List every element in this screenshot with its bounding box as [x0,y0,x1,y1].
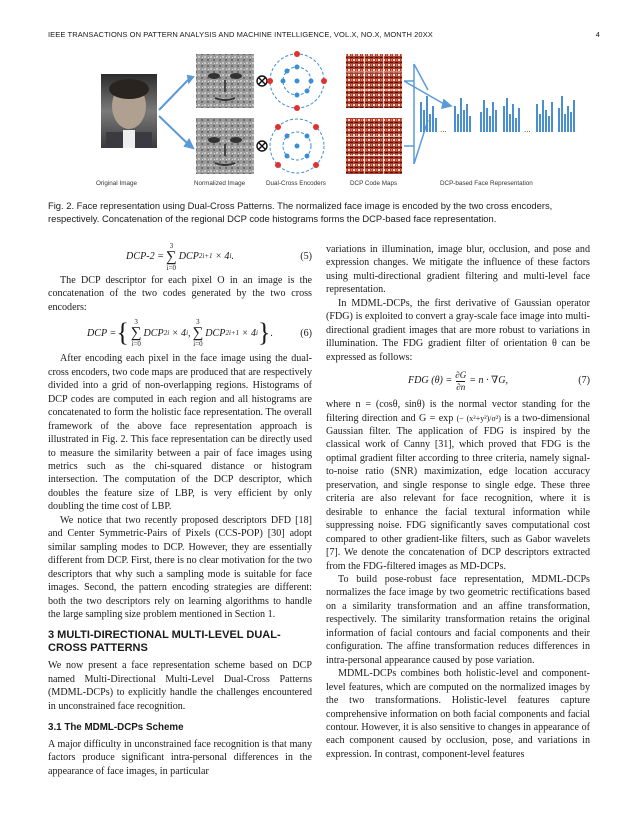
eq6-close-brace: } [258,318,271,348]
eq5-sum-upper: 3 [169,242,174,250]
journal-title: IEEE TRANSACTIONS ON PATTERN ANALYSIS AND MACHINE INTELLIGENCE, VOL.X, NO.X, MONTH 20XX [48,30,433,39]
dual-cross-encoder-top [267,51,327,111]
eq6-sum-a-lower: i=0 [131,340,141,349]
eq6-times-a: × 4 [171,327,187,339]
eq5-number: (5) [300,251,312,263]
eq7-lhs: FDG (θ) = [407,375,453,387]
normalized-image-top [196,54,254,108]
label-normalized-image: Normalized Image [194,180,246,187]
eq6-sum-b-lower: i=0 [193,340,203,349]
equation-7 [326,364,590,398]
eq6-sup-b: i [256,328,258,337]
eq6-sub-b: 2i+1 [225,328,240,337]
convolution-operator-top [257,76,267,86]
eq6-term-a: DCP [143,327,164,339]
eq5-superscript: i [229,252,232,261]
eq6-period: . [270,327,274,339]
label-original-image: Original Image [96,180,137,187]
eq6-times-b: × 4 [241,327,257,339]
convolution-operator-bottom [257,141,267,151]
right-column [326,243,590,761]
paragraph-holistic-component: MDML-DCPs combines both holistic-level and component-level features, which are computed on the normalized images by the two transformations. Holistic-level features capture comprehensive information on both facial components and facial contour. However, it is also sensitive to changes in appearance of each component caused by occlusion, pose, and variations in expression. In contrast, component-level features [326,668,590,760]
eq5-term: DCP [178,251,199,263]
section-3-1-heading: 3.1 The MDML-DCPs Scheme [48,722,184,734]
paragraph-encoding: After encoding each pixel in the face image using the dual-cross encoders, two code maps are produced that are respectively divided into a grid of non-overlapping regions. Histograms of DCP codes are computed in each region and all histograms are concatenated to form the holistic face representation. The overall framework of the above face representation approach is illustrated in Fig. 2. This face representation can be directly used to measure the similarity between a pair of face images using metrics such as the chi-squared distance or histogram intersection. The computation of the DCP descriptor, which doubles the feature size of LBP, is very efficient by only doubling the time cost of LBP. [48,353,312,513]
normalized-image-bottom [196,118,254,174]
equation-5: DCP-2 = 3 ∑ i=0 DCP 2i+1 × 4 i . (5) [126,242,312,272]
eq7-fraction [455,370,466,393]
paragraph-normal-vector [326,398,590,573]
eq5-sum: 3 ∑ i=0 [165,242,177,272]
eq7-number: (7) [578,375,590,387]
eq6-sum-a: 3 ∑ i=0 [130,318,142,349]
eq6-lhs: DCP = [86,327,117,339]
paragraph-dcp-descriptor: The DCP descriptor for each pixel O in an image is the concatenation of the two codes generated by the two cross encoders: [48,275,312,313]
paragraph-pose-robust: To build pose-robust face representation, MDML-DCPs normalizes the face image by two geometric rectifications based on a similarity transformation and an affine transformation, respectively. The similarity transformation retains the original information of facial contours and facial components and their configuration. The affine transformation reduces differences in intra-personal appearance caused by pose variation. [326,573,590,666]
eq6-sum-a-upper: 3 [134,318,138,327]
face-representation-diagram [48,44,600,194]
ellipsis-1: ... [440,125,447,134]
eq6-sup-a: i [186,328,189,337]
label-dual-cross-encoders: Dual-Cross Encoders [266,180,326,187]
left-column [48,240,312,778]
label-dcp-code-maps: DCP Code Maps [350,180,398,187]
gaussian-exponent: (− (x²+y²)/σ²) [456,413,501,423]
paragraph-fdg: In MDML-DCPs, the first derivative of Gaussian operator (FDG) is exploited to convert a gray-scale face image into multi-directional gradient images that are more robust to variations in illumination. The FDG gradient filter of orientation θ can be expressed as follows: [326,297,590,363]
dual-cross-encoder-bottom [270,119,324,173]
dcp-code-map-top [346,54,402,108]
dcp-code-map-bottom [346,118,402,174]
page-number: 4 [595,30,600,39]
eq6-sum-b-upper: 3 [196,318,200,327]
eq7-numerator: ∂G [455,369,467,380]
eq6-sub-a: 2i [163,328,170,337]
label-dcp-face-representation: DCP-based Face Representation [440,180,533,187]
eq7-denominator: ∂n [456,381,466,392]
eq6-term-b: DCP [205,327,226,339]
eq6-sum-b: 3 ∑ i=0 [192,318,204,349]
arrow-to-normalized [159,76,193,148]
original-image [101,74,157,148]
ellipsis-2: ... [524,125,531,134]
figure-caption: Fig. 2. Face representation using Dual-Cross Patterns. The normalized face image is encoded by the two cross encoders, respectively. Concatenation of the regional DCP code histograms forms the DCP-based face representation. [48,200,553,224]
eq6-comma: , [188,327,191,339]
paragraph-major-difficulty: A major difficulty in unconstrained face recognition is that many factors produce significant intra-personal differences in the appearance of face images, in particular [48,738,312,777]
eq5-sum-lower: i=0 [166,264,177,272]
section-3-heading: 3 MULTI-DIRECTIONAL MULTI-LEVEL DUAL-CROSS PATTERNS [48,629,281,655]
eq6-number: (6) [300,327,312,339]
running-header [48,30,600,39]
equation-6 [48,314,312,352]
eq5-subscript: 2i+1 [198,252,213,261]
paragraph-section-3-intro: We now present a face representation scheme based on DCP named Multi-Directional Multi-Level Dual-Cross Patterns (MDML-DCPs) to explicitly handle the challenges encountered in unconstrained face recognition. [48,660,312,712]
gaussian-description: is a two-dimensional Gaussian filter. The application of FDG is inspired by the classical work of Canny [31], which proved that FDG is the optimal gradient filter according to three criteria, namely signal-to-noise ratio (SNR) maximization, edge location accuracy preservation, and single response to single edge. These three criteria are also relevant for face recognition, where it is desirable to enhance the facial textural information while suppressing noise. FDG significantly saves computational cost compared to other gradient-like filters, such as Gabor wavelets [7]. We denote the concatenation of DCP descriptors extracted from the FDG-filtered images as MD-DCPs. [326,412,591,572]
eq7-rhs: = n · ∇G, [469,375,509,387]
eq5-lhs: DCP-2 = [126,251,164,263]
normal-vector-text: where n = (cosθ, sinθ) is the normal vector standing for the filtering direction and G = exp [326,399,590,424]
figure-2 [48,44,600,194]
eq5-times: × 4 [215,251,230,263]
paragraph-related-descriptors: We notice that two recently proposed descriptors DFD [18] and Center Symmetric-Pairs of Pixels (CCS-POP) [30] adopt similar sampling modes to DCP. However, they are essentially different from DCP. First, there is no clear motivation for the two descriptors that why such a sampling mode is suitable for face images. Second, the pattern encoding strategies are different: both the two descriptors rely on learning algorithms to handle the large sampling size problem mentioned in Section 1. [48,514,312,620]
eq6-open-brace: { [116,318,129,348]
paragraph-variations: variations in illumination, image blur, occlusion, and pose and expression changes. We mitigate the influence of these factors using multi-directional gradient filtering and multi-level face representation. [326,244,590,296]
